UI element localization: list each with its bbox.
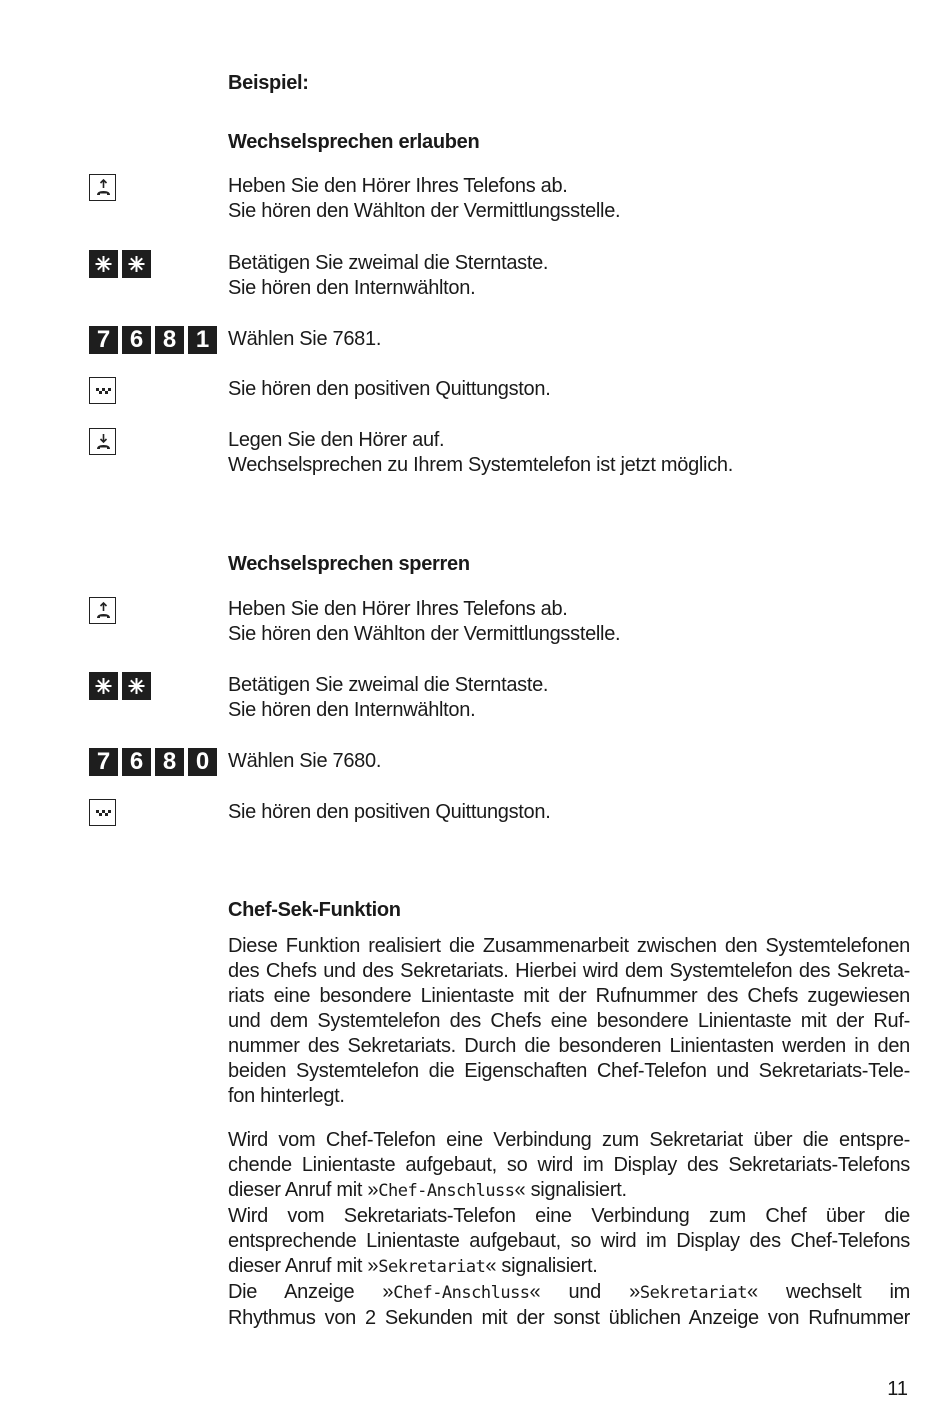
step-line: Sie hören den Internwählton.: [228, 699, 476, 721]
step-line: Sie hören den Internwählton.: [228, 277, 476, 299]
paragraph-line: nummer des Sekretariats. Durch die besonderen Linientasten werden in den: [228, 1035, 910, 1057]
handset-hangup-icon: [89, 428, 116, 455]
page-number: 11: [887, 1378, 908, 1400]
digit-key: 6: [122, 326, 151, 354]
section-title-block: Wechselsprechen sperren: [228, 553, 470, 575]
paragraph-line: chende Linientaste aufgebaut, so wird im Display des Sekretariats-Telefons: [228, 1154, 910, 1176]
display-text-sekretariat: Sekretariat: [639, 1283, 747, 1303]
paragraph-line: Wird vom Chef-Telefon eine Verbindung zum Sekretariat über die entspre-: [228, 1129, 910, 1151]
step-line: Betätigen Sie zweimal die Sterntaste.: [228, 674, 549, 696]
star-keys: [89, 250, 151, 278]
paragraph-line: [228, 1178, 910, 1204]
text-fragment: dieser Anruf mit »: [228, 1255, 379, 1277]
digit-key: 8: [155, 326, 184, 354]
digit-key: 8: [155, 748, 184, 776]
digit-key: 7: [89, 748, 118, 776]
star-keys: [89, 672, 151, 700]
section-title-allow: Wechselsprechen erlauben: [228, 131, 480, 153]
digit-keys: [89, 326, 217, 354]
paragraph-line: Diese Funktion realisiert die Zusammenarbeit zwischen den Systemtelefonen: [228, 935, 910, 957]
handset-lift-icon: [89, 174, 116, 201]
paragraph-line: und dem Systemtelefon des Chefs eine besondere Linientaste mit der Ruf-: [228, 1010, 910, 1032]
digit-key: 1: [188, 326, 217, 354]
paragraph-line: entsprechende Linientaste aufgebaut, so wird im Display des Chef-Telefons: [228, 1230, 910, 1252]
display-text-chef-anschluss: Chef-Anschluss: [378, 1181, 515, 1201]
star-key-icon: [89, 250, 118, 278]
step-line: Wechselsprechen zu Ihrem Systemtelefon ist jetzt möglich.: [228, 454, 733, 476]
display-text-chef-anschluss: Chef-Anschluss: [393, 1283, 530, 1303]
step-line: Betätigen Sie zweimal die Sterntaste.: [228, 252, 549, 274]
example-label: Beispiel:: [228, 72, 309, 94]
text-fragment: dieser Anruf mit »: [228, 1179, 379, 1201]
paragraph-line: Wird vom Sekretariats-Telefon eine Verbindung zum Chef über die: [228, 1205, 910, 1227]
star-key-icon: [122, 672, 151, 700]
step-line: Sie hören den positiven Quittungston.: [228, 378, 551, 400]
paragraph-line: [228, 1280, 910, 1306]
paragraph-line: fon hinterlegt.: [228, 1085, 345, 1107]
digit-key: 7: [89, 326, 118, 354]
step-line: Legen Sie den Hörer auf.: [228, 429, 445, 451]
handset-lift-icon: [89, 597, 116, 624]
paragraph-display: [228, 1128, 910, 1331]
step-line: Heben Sie den Hörer Ihres Telefons ab.: [228, 175, 568, 197]
step-line: Sie hören den Wählton der Vermittlungsstelle.: [228, 623, 621, 645]
display-text-sekretariat: Sekretariat: [378, 1257, 486, 1277]
paragraph-line: [228, 1254, 910, 1280]
star-key-icon: [122, 250, 151, 278]
step-line: Heben Sie den Hörer Ihres Telefons ab.: [228, 598, 568, 620]
paragraph-line: riats eine besondere Linientaste mit der Rufnummer des Chefs zugewiesen: [228, 985, 910, 1007]
section-title-chef-sek: Chef-Sek-Funktion: [228, 899, 401, 921]
text-fragment: « signalisiert.: [514, 1179, 627, 1201]
confirmation-tone-icon: [89, 799, 116, 826]
star-key-icon: [89, 672, 118, 700]
paragraph-intro: [228, 934, 910, 1109]
step-line: Sie hören den Wählton der Vermittlungsstelle.: [228, 200, 621, 222]
digit-key: 0: [188, 748, 217, 776]
paragraph-line: Rhythmus von 2 Sekunden mit der sonst üblichen Anzeige von Rufnummer: [228, 1307, 910, 1329]
paragraph-line: beiden Systemtelefon die Eigenschaften Chef-Telefon und Sekretariats-Tele-: [228, 1060, 910, 1082]
confirmation-tone-icon: [89, 377, 116, 404]
step-line: Sie hören den positiven Quittungston.: [228, 801, 551, 823]
digit-key: 6: [122, 748, 151, 776]
step-line: Wählen Sie 7680.: [228, 750, 382, 772]
text-fragment: Die Anzeige »: [228, 1281, 394, 1303]
digit-keys: [89, 748, 217, 776]
text-fragment: « und »: [529, 1281, 640, 1303]
paragraph-line: des Chefs und des Sekretariats. Hierbei wird dem Systemtelefon des Sekreta-: [228, 960, 910, 982]
text-fragment: « signalisiert.: [485, 1255, 598, 1277]
text-fragment: « wechselt im: [747, 1281, 910, 1303]
step-line: Wählen Sie 7681.: [228, 328, 382, 350]
